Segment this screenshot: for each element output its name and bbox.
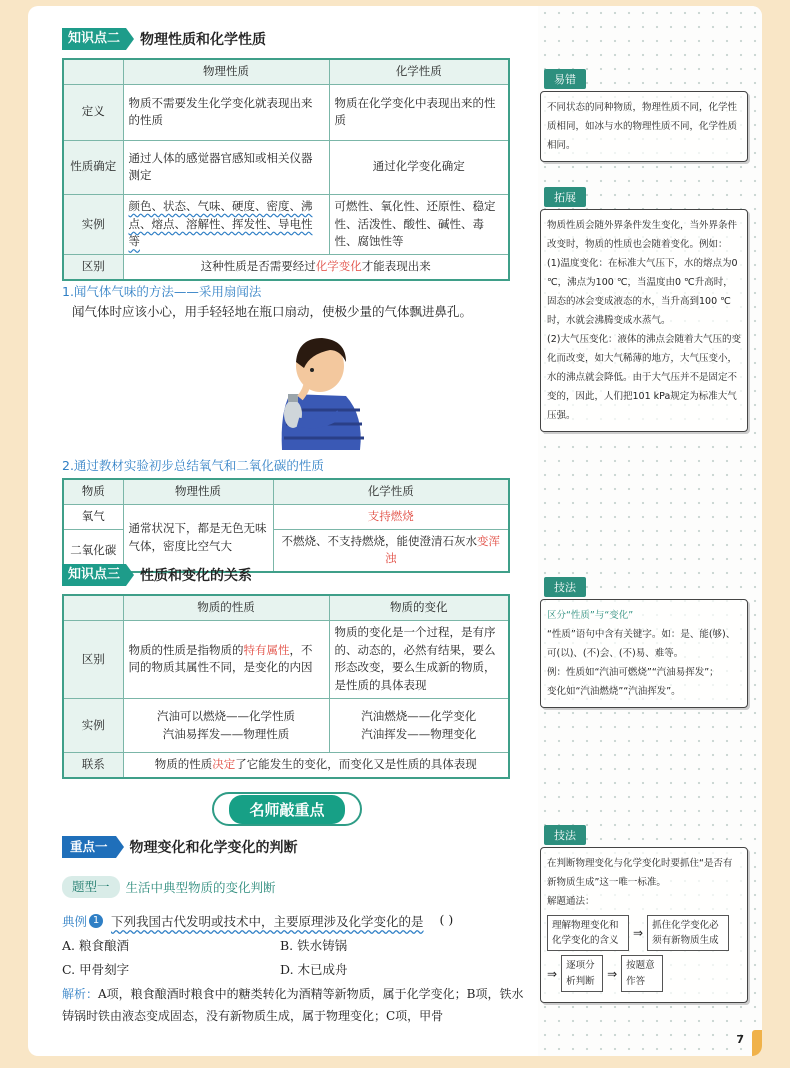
flow-box: 按题意作答: [621, 955, 663, 991]
type-tag: 题型一: [62, 876, 120, 898]
text: 汽油挥发——物理变化: [361, 726, 477, 741]
analysis: [62, 984, 532, 1027]
section-tag: 知识点二: [62, 28, 126, 50]
point-heading: [62, 836, 298, 858]
note-tag: 拓展: [544, 187, 586, 207]
text: ，不同的物质其属性不同，是变化的内因: [128, 642, 313, 675]
note-tag: 技法: [544, 577, 586, 597]
table-header-empty: [63, 595, 123, 620]
cell: [273, 529, 509, 572]
cell: 通常状况下，都是无色无味气体，密度比空气大: [123, 504, 273, 572]
row-label: 定义: [63, 84, 123, 140]
table-header: 物理性质: [123, 479, 273, 504]
highlight-text: 变浑浊: [385, 533, 500, 566]
cell: [123, 753, 509, 778]
relation-table: [62, 594, 510, 779]
cell: 物质不需要发生化学变化就表现出来的性质: [123, 84, 329, 140]
page-number: 7: [736, 1033, 744, 1046]
table-header: 物质: [63, 479, 123, 504]
cell: 通过化学变化确定: [329, 140, 509, 194]
option-c: C. 甲骨刻字: [62, 962, 130, 977]
cell: 物质的变化是一个过程，是有序的、动态的，必然有结果，要么形态改变，要么生成新的物质，是性质的具体表现: [329, 620, 509, 698]
table-row: [63, 84, 509, 140]
highlight-text: 化学变化: [315, 259, 362, 274]
example-label: 典例: [62, 914, 88, 929]
type-heading: [62, 876, 276, 898]
table-row: [63, 194, 509, 254]
text: 物质的性质是指物质的: [128, 642, 244, 657]
page-edge-tab: [752, 1030, 762, 1056]
table-header: 化学性质: [329, 59, 509, 84]
note-text: 变化如“汽油燃烧”“汽油挥发”。: [547, 686, 681, 697]
option-a: A. 粮食酿酒: [62, 938, 129, 953]
subheading-2: 2.通过教材实验初步总结氧气和二氧化碳的性质: [62, 458, 324, 473]
point-title: 物理变化和化学变化的判断: [129, 840, 298, 856]
subheading-1: 1.闻气体气味的方法——采用扇闻法: [62, 284, 262, 299]
flow-box: 逐项分析判断: [561, 955, 603, 991]
table-row: [63, 753, 509, 778]
cell: 支持燃烧: [273, 504, 509, 529]
analysis-text: A项，粮食酿酒时粮食中的糖类转化为酒精等新物质，属于化学变化；B项，铁水铸锅时铁由液态变成固态，没有新物质生成，属于物理变化；C项，甲骨: [62, 987, 524, 1023]
highlight-text: 特有属性: [243, 642, 290, 657]
option-d: D. 木已成舟: [280, 962, 348, 977]
flow-row: [547, 955, 741, 991]
section-title: 物理性质和化学性质: [140, 32, 267, 48]
section-heading-2: [62, 28, 266, 50]
text: 了它能发生的变化，而变化又是性质的具体表现: [235, 757, 477, 772]
cell: [123, 255, 509, 280]
flow-row: [547, 915, 741, 951]
page: [28, 6, 762, 1056]
text: 物质的性质: [154, 757, 213, 772]
table-row: [63, 504, 509, 529]
row-label: 区别: [63, 620, 123, 698]
cell: 通过人体的感觉器官感知或相关仪器测定: [123, 140, 329, 194]
row-label: 性质确定: [63, 140, 123, 194]
note-text: 例：性质如“汽油可燃烧”“汽油易挥发”；: [547, 667, 719, 678]
text: 才能表现出来: [361, 259, 431, 274]
note-technique-1: [540, 576, 748, 708]
note-text: 物质性质会随外界条件发生变化，当外界条件改变时，物质的性质也会随着变化。例如：: [547, 220, 738, 250]
note-text: 解题通法：: [547, 896, 595, 907]
note-text: 区分“性质”与“变化”: [547, 610, 634, 621]
note-text: “性质”语句中含有关键字。如：是、能(够)、可(以)、(不)会、(不)易、难等。: [547, 629, 736, 659]
note-body: [540, 599, 748, 708]
table-row: [63, 699, 509, 753]
text: 汽油燃烧——化学变化: [361, 708, 477, 723]
question-text: 下列我国古代发明或技术中，主要原理涉及化学变化的是: [111, 914, 424, 929]
row-label: 实例: [63, 699, 123, 753]
text: 汽油可以燃烧——化学性质: [157, 708, 295, 723]
cell: 二氧化碳: [63, 529, 123, 572]
note-text: (1)温度变化：在标准大气压下，水的熔点为0 ℃，沸点为100 ℃，当温度由0 ℃升高时，固态的冰会变成液态的水，当升高到100 ℃时，水就会沸腾变成水蒸气。: [547, 258, 738, 326]
banner-label: 名师敲重点: [229, 795, 344, 824]
cell: 可燃性、氧化性、还原性、稳定性、活泼性、酸性、碱性、毒性、腐蚀性等: [329, 194, 509, 254]
highlight-text: 决定: [212, 757, 236, 772]
text: 这种性质是否需要经过: [200, 259, 316, 274]
cell: 氧气: [63, 504, 123, 529]
table-header: 物质的变化: [329, 595, 509, 620]
analysis-label: 解析：: [62, 987, 99, 1001]
note-technique-2: [540, 824, 748, 1003]
row-label: 实例: [63, 194, 123, 254]
table-header: 化学性质: [273, 479, 509, 504]
section-tag: 知识点三: [62, 564, 126, 586]
example-question: [62, 912, 532, 930]
text: 汽油易挥发——物理性质: [162, 726, 290, 741]
cell: [329, 699, 509, 753]
note-tag: 技法: [544, 825, 586, 845]
wafting-child-illustration: [260, 332, 370, 452]
note-pitfall: [540, 68, 748, 162]
gas-property-table: [62, 478, 510, 573]
note-text: (2)大气压变化：液体的沸点会随着大气压的变化而改变，如大气稀薄的地方，大气压变小，水的沸点就会降低。由于大气压并不是固定不变的，因此，人们把101 kPa规定为标准大气压强。: [547, 334, 741, 421]
note-tag: 易错: [544, 69, 586, 89]
type-title: 生活中典型物质的变化判断: [125, 880, 276, 895]
row-label: 联系: [63, 753, 123, 778]
flow-box: 抓住化学变化必须有新物质生成: [647, 915, 729, 951]
table-row: [63, 140, 509, 194]
note-body: [540, 847, 748, 1003]
point-tag: 重点一: [62, 836, 116, 858]
answer-parentheses: ( ): [439, 912, 454, 927]
table-header: 物理性质: [123, 59, 329, 84]
text: 不燃烧、不支持燃烧，能使澄清石灰水: [281, 533, 477, 548]
note-extension: [540, 186, 748, 432]
cell: [123, 620, 329, 698]
arrow-icon: ⇒: [547, 966, 558, 981]
key-points-banner: [212, 792, 362, 826]
table-row: [63, 620, 509, 698]
note-body: 不同状态的同种物质，物理性质不同，化学性质相同，如冰与水的物理性质不同，化学性质相同。: [540, 91, 748, 162]
cell: 颜色、状态、气味、硬度、密度、沸点、熔点、溶解性、挥发性、导电性等: [123, 194, 329, 254]
section-heading-3: [62, 564, 252, 586]
property-table: [62, 58, 510, 281]
cell: 物质在化学变化中表现出来的性质: [329, 84, 509, 140]
arrow-icon: ⇒: [607, 966, 618, 981]
row-label: 区别: [63, 255, 123, 280]
note-text: 在判断物理变化与化学变化时要抓住“是否有新物质生成”这一唯一标准。: [547, 858, 733, 888]
section-title: 性质和变化的关系: [140, 568, 253, 584]
arrow-icon: ⇒: [633, 926, 644, 941]
option-b: B. 铁水铸锅: [280, 938, 348, 953]
example-number-badge: 1: [89, 914, 103, 928]
table-header-empty: [63, 59, 123, 84]
flow-box: 理解物理变化和化学变化的含义: [547, 915, 629, 951]
table-row: [63, 255, 509, 280]
table-header: 物质的性质: [123, 595, 329, 620]
cell: [123, 699, 329, 753]
paragraph: 闻气体时应该小心，用手轻轻地在瓶口扇动，使极少量的气体飘进鼻孔。: [72, 304, 473, 319]
note-body: [540, 209, 748, 432]
